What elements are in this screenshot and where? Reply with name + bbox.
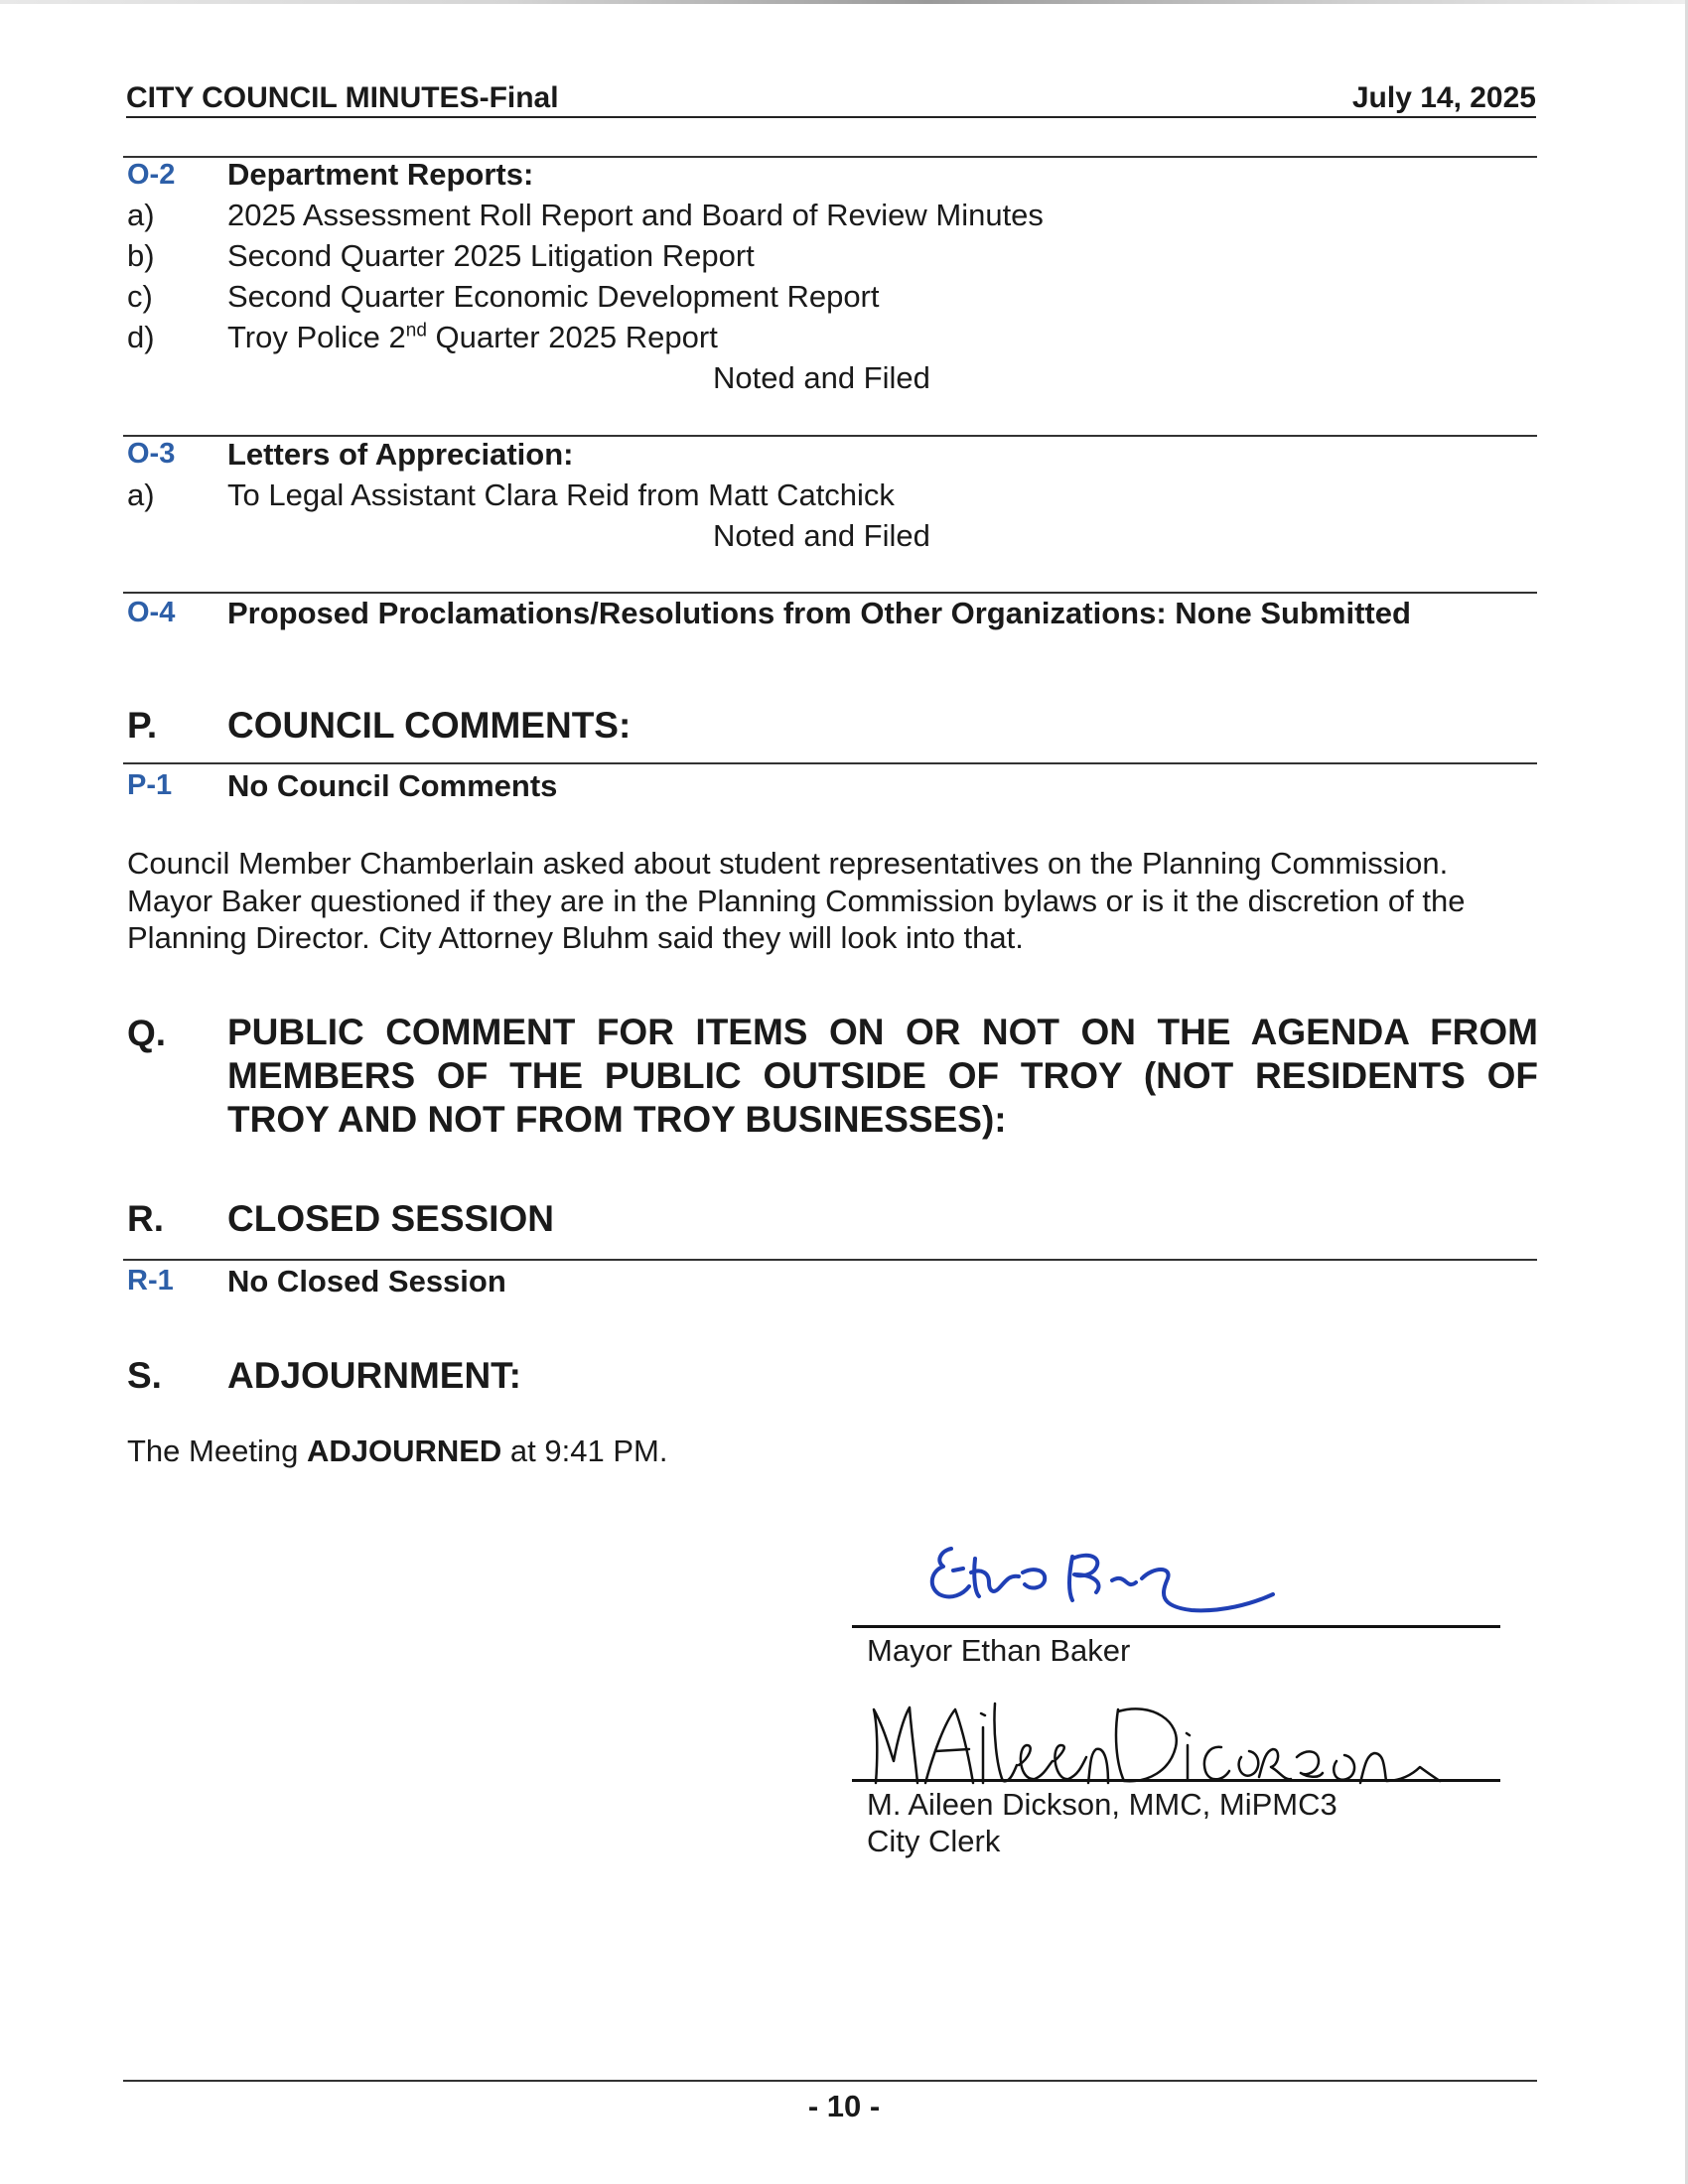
header-rule xyxy=(126,116,1536,118)
list-item: To Legal Assistant Clara Reid from Matt Catchick xyxy=(227,478,895,512)
mayor-signature xyxy=(923,1537,1291,1636)
mayor-name: Mayor Ethan Baker xyxy=(867,1633,1131,1668)
document-title: CITY COUNCIL MINUTES-Final xyxy=(126,81,559,114)
item-heading: No Closed Session xyxy=(227,1264,506,1298)
adjournment-emphasis: ADJOURNED xyxy=(306,1433,502,1468)
section-letter: S. xyxy=(127,1355,162,1396)
item-code: O-2 xyxy=(127,159,176,191)
adjournment-text-pre: The Meeting xyxy=(127,1433,307,1468)
clerk-title: City Clerk xyxy=(867,1824,1001,1858)
section-title: ADJOURNMENT: xyxy=(227,1355,521,1396)
clerk-name: M. Aileen Dickson, MMC, MiPMC3 xyxy=(867,1787,1337,1822)
list-label: d) xyxy=(127,320,155,354)
item-code: O-3 xyxy=(127,438,176,470)
list-label: c) xyxy=(127,279,153,314)
item-code: R-1 xyxy=(127,1265,174,1297)
section-letter: P. xyxy=(127,705,158,746)
list-item: Second Quarter Economic Development Report xyxy=(227,279,880,314)
section-title: COUNCIL COMMENTS: xyxy=(227,705,632,746)
status-note: Noted and Filed xyxy=(713,360,930,395)
list-label: a) xyxy=(127,478,155,512)
item-code: O-4 xyxy=(127,597,176,628)
item-heading: Proposed Proclamations/Resolutions from Other Organizations: None Submitted xyxy=(227,596,1411,630)
adjournment-text-post: at 9:41 PM. xyxy=(501,1433,668,1468)
item-heading: Letters of Appreciation: xyxy=(227,437,574,472)
list-item xyxy=(227,320,718,355)
signature-line xyxy=(852,1779,1500,1782)
section-letter: R. xyxy=(127,1198,164,1239)
divider xyxy=(123,1259,1537,1261)
superscript: nd xyxy=(405,320,427,341)
adjournment-text xyxy=(127,1433,1537,1470)
scan-edge xyxy=(0,0,1688,4)
section-title: PUBLIC COMMENT FOR ITEMS ON OR NOT ON THE AGENDA FROM MEMBERS OF THE PUBLIC OUTSIDE OF TROY (NOT RESIDENTS OF TROY AND NOT FROM TROY BUSINESSES): xyxy=(227,1012,1538,1140)
divider xyxy=(123,592,1537,594)
divider xyxy=(123,762,1537,764)
list-item-text: Troy Police 2 xyxy=(227,320,406,354)
item-code: P-1 xyxy=(127,769,173,801)
list-item: 2025 Assessment Roll Report and Board of Review Minutes xyxy=(227,198,1044,232)
item-heading: Department Reports: xyxy=(227,157,534,192)
page-header xyxy=(126,81,1536,117)
list-item: Second Quarter 2025 Litigation Report xyxy=(227,238,755,273)
list-label: b) xyxy=(127,238,155,273)
signature-line xyxy=(852,1625,1500,1628)
status-note: Noted and Filed xyxy=(713,518,930,553)
section-letter: Q. xyxy=(127,1013,167,1053)
document-date: July 14, 2025 xyxy=(1351,81,1536,114)
item-heading: No Council Comments xyxy=(227,768,558,803)
list-label: a) xyxy=(127,198,155,232)
page-number: - 10 - xyxy=(807,2089,881,2123)
section-title: CLOSED SESSION xyxy=(227,1198,554,1239)
list-item-text: Quarter 2025 Report xyxy=(426,320,718,354)
council-comments-paragraph: Council Member Chamberlain asked about student representatives on the Planning Commission. Mayor Baker questioned if they are in the Planning Commission bylaws or is it the discretion of the Planning Director. City Attorney Bluhm said they will look into that. xyxy=(127,846,1466,955)
footer-rule xyxy=(123,2080,1537,2082)
